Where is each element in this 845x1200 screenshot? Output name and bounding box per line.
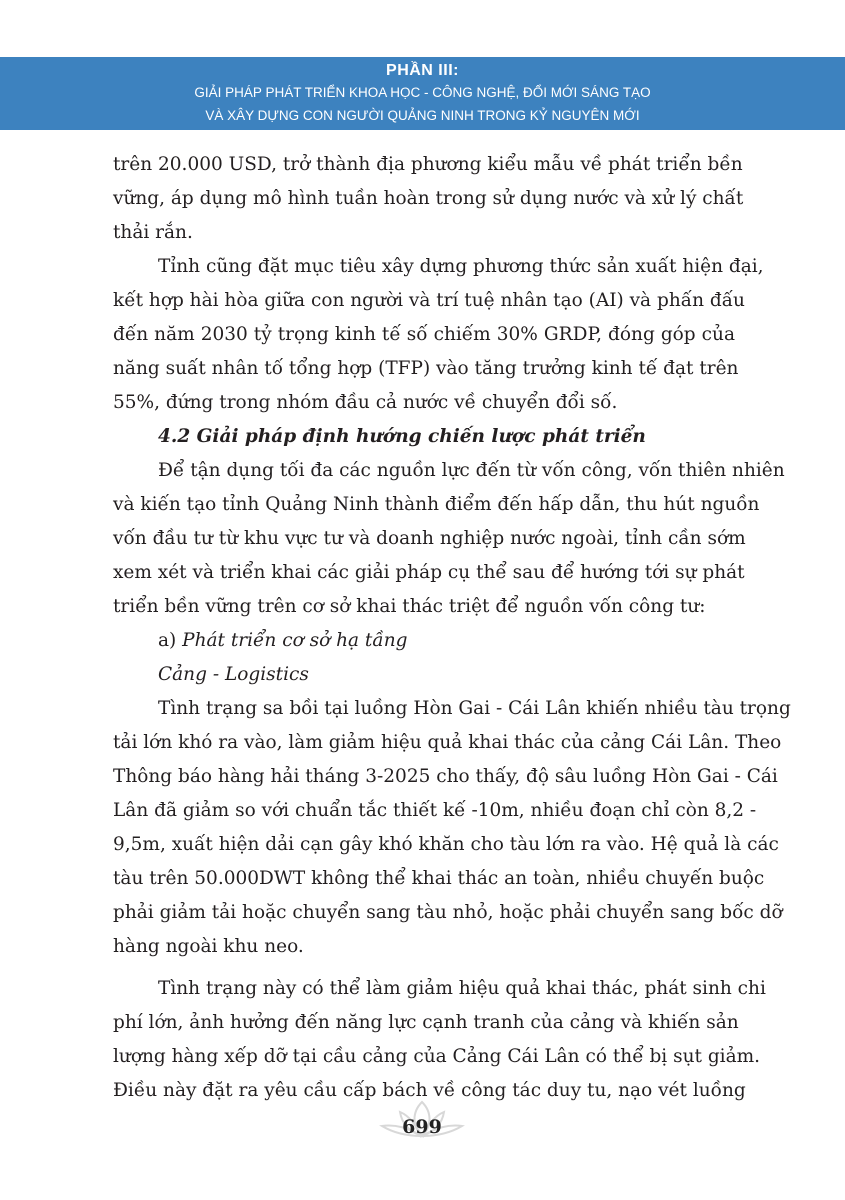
part-subtitle-line-1: GIẢI PHÁP PHÁT TRIỂN KHOA HỌC - CÔNG NGHỆ, ĐỔI MỚI SÁNG TẠO [194, 85, 651, 100]
text-line-content: Lân đã giảm so với chuẩn tắc thiết kế -10m, nhiều đoạn chỉ còn 8,2 - [113, 800, 757, 821]
text-line-content: tàu trên 50.000DWT không thể khai thác an toàn, nhiều chuyến buộc [113, 868, 765, 889]
text-line [113, 250, 764, 284]
text-line [113, 216, 735, 250]
text-line-content: 4.2 Giải pháp định hướng chiến lược phát triển [158, 426, 646, 447]
text-line [113, 454, 785, 488]
text-line-content: và kiến tạo tỉnh Quảng Ninh thành điểm đến hấp dẫn, thu hút nguồn [113, 494, 760, 515]
chapter-banner [0, 57, 845, 130]
text-line-content: 9,5m, xuất hiện dải cạn gây khó khăn cho tàu lớn ra vào. Hệ quả là các [113, 834, 779, 855]
text-line-content: hàng ngoài khu neo. [113, 936, 304, 957]
paragraph [113, 454, 785, 624]
page-footer [372, 1098, 472, 1148]
text-line [113, 794, 757, 828]
text-line [113, 148, 743, 182]
text-line-content: Phát triển cơ sở hạ tầng [182, 630, 408, 651]
text-line [113, 386, 735, 420]
section-heading [113, 420, 735, 454]
text-line [113, 522, 746, 556]
paragraph [113, 972, 766, 1108]
text-line-content: kết hợp hài hòa giữa con người và trí tuệ nhân tạo (AI) và phấn đấu [113, 290, 745, 311]
text-line [113, 828, 779, 862]
text-line [113, 972, 766, 1006]
subheading [113, 658, 735, 692]
text-line-content: phải giảm tải hoặc chuyển sang tàu nhỏ, hoặc phải chuyển sang bốc dỡ [113, 902, 783, 923]
text-line-content: 55%, đứng trong nhóm đầu cả nước về chuyển đổi số. [113, 392, 618, 413]
text-line-content: vững, áp dụng mô hình tuần hoàn trong sử dụng nước và xử lý chất [113, 188, 744, 209]
text-line-content: xem xét và triển khai các giải pháp cụ thể sau để hướng tới sự phát [113, 562, 745, 583]
text-line [113, 692, 791, 726]
text-line [113, 624, 735, 658]
text-line [113, 1006, 739, 1040]
text-line [113, 590, 735, 624]
text-line-content: trên 20.000 USD, trở thành địa phương kiểu mẫu về phát triển bền [113, 154, 743, 175]
paragraph [113, 250, 764, 420]
text-line [113, 658, 735, 692]
text-line-content: Cảng - Logistics [158, 664, 309, 685]
paragraph [113, 148, 744, 250]
text-line [113, 556, 745, 590]
text-line-content: Tình trạng này có thể làm giảm hiệu quả khai thác, phát sinh chi [158, 978, 766, 999]
text-line-content: thải rắn. [113, 222, 193, 243]
text-line [113, 420, 735, 454]
text-line [113, 318, 735, 352]
subheading [113, 624, 735, 658]
text-line [113, 930, 735, 964]
text-line-content: đến năm 2030 tỷ trọng kinh tế số chiếm 30% GRDP, đóng góp của [113, 324, 735, 345]
text-line [113, 862, 765, 896]
text-line-content: triển bền vững trên cơ sở khai thác triệt để nguồn vốn công tư: [113, 596, 706, 617]
text-line-content: Tỉnh cũng đặt mục tiêu xây dựng phương thức sản xuất hiện đại, [158, 256, 764, 277]
text-line [113, 284, 745, 318]
list-marker: a) [158, 630, 183, 651]
part-subtitle-line-2: VÀ XÂY DỰNG CON NGƯỜI QUẢNG NINH TRONG KỶ NGUYÊN MỚI [205, 108, 640, 123]
text-line [113, 488, 760, 522]
text-line [113, 182, 744, 216]
text-line-content: phí lớn, ảnh hưởng đến năng lực cạnh tranh của cảng và khiến sản [113, 1012, 739, 1033]
text-line-content: Tình trạng sa bồi tại luồng Hòn Gai - Cái Lân khiến nhiều tàu trọng [158, 698, 791, 719]
text-line-content: Điều này đặt ra yêu cầu cấp bách về công tác duy tu, nạo vét luồng [113, 1080, 746, 1101]
text-line [113, 760, 778, 794]
text-line-content: Thông báo hàng hải tháng 3-2025 cho thấy, độ sâu luồng Hòn Gai - Cái [113, 766, 778, 787]
text-line-content: Để tận dụng tối đa các nguồn lực đến từ vốn công, vốn thiên nhiên [158, 460, 785, 481]
part-title: PHẦN III: [386, 62, 459, 79]
body-text [113, 148, 791, 1108]
text-line-content: tải lớn khó ra vào, làm giảm hiệu quả khai thác của cảng Cái Lân. Theo [113, 732, 782, 753]
paragraph [113, 692, 791, 964]
page-number: 699 [402, 1116, 442, 1138]
text-line [113, 352, 739, 386]
text-line-content: lượng hàng xếp dỡ tại cầu cảng của Cảng Cái Lân có thể bị sụt giảm. [113, 1046, 761, 1067]
text-line-content: năng suất nhân tố tổng hợp (TFP) vào tăng trưởng kinh tế đạt trên [113, 358, 739, 379]
text-line [113, 896, 783, 930]
text-line [113, 726, 782, 760]
text-line [113, 1040, 761, 1074]
text-line-content: vốn đầu tư từ khu vực tư và doanh nghiệp nước ngoài, tỉnh cần sớm [113, 528, 746, 549]
